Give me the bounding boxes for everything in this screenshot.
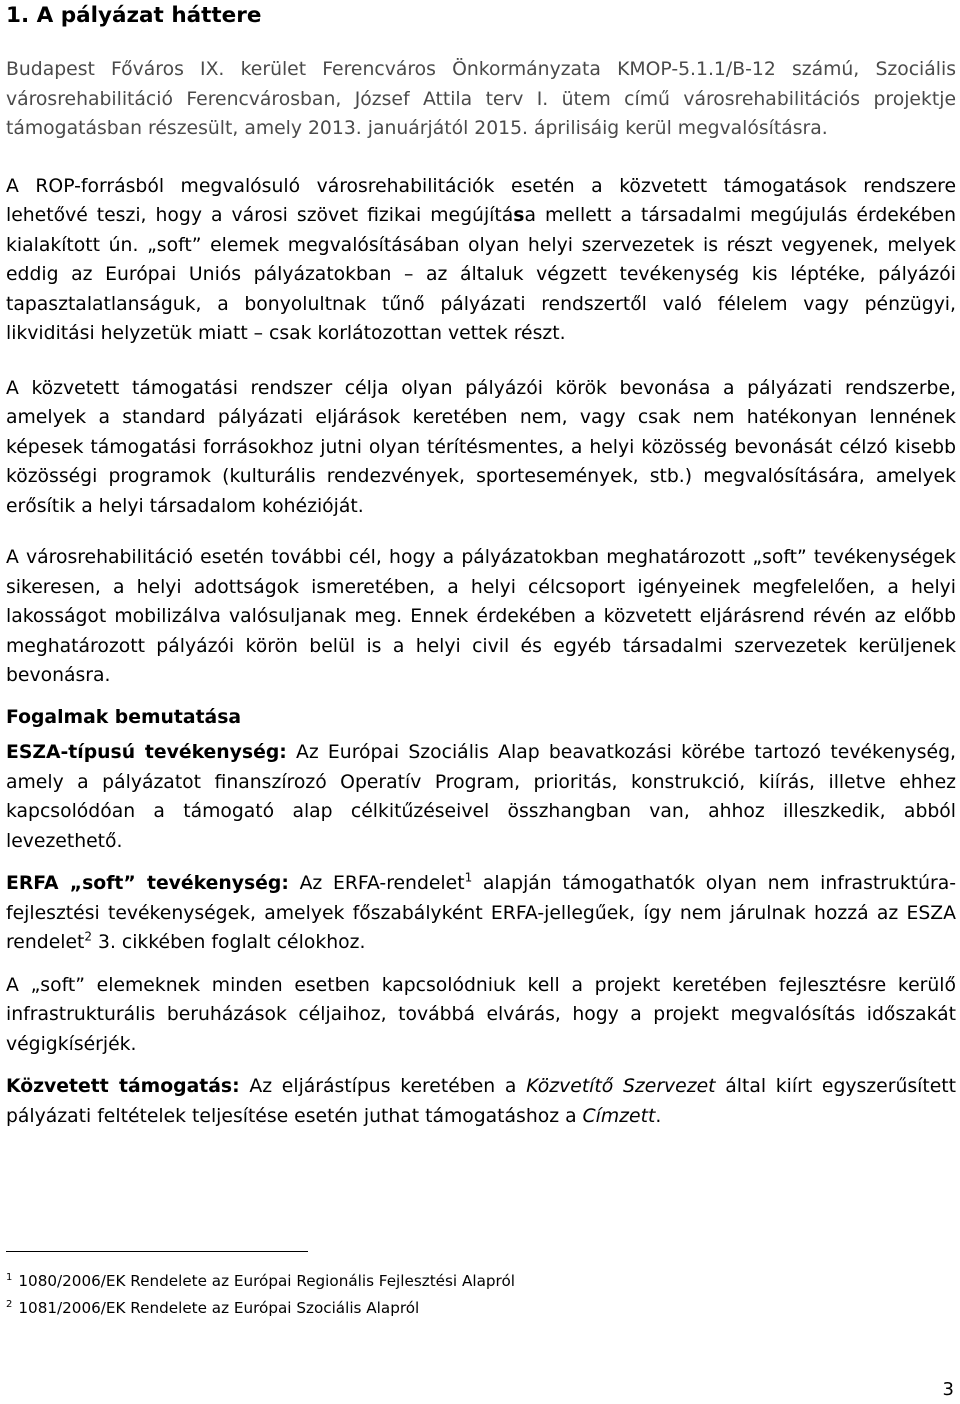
kozvetett-paragraph: A közvetett támogatási rendszer célja olyan pályázói körök bevonása a pályázati rendszerbe, amelyek a standard pályázati eljárások keretében nem, vagy csak nem hatékonyan lennének képesek támogatási forrásokhoz jutni olyan térítésmentes, a helyi közösség bevonását célzó kisebb közösségi programok (kulturális rendezvények, sportesemények, stb.) megvalósítására, amelyek erősítik a helyi társadalom kohézióját. xyxy=(6,377,956,517)
erfa-definition xyxy=(6,869,956,958)
kozv-text-a: Az eljárástípus keretében a xyxy=(239,1076,527,1097)
rop-text-end: a mellett a társadalmi megújulás érdekében kialakított ún. „soft” elemek megvalósításában olyan helyi szervezetek is részt vegyenek, melyek eddig az Európai Uniós pályázatokban – az általuk végzett tevékenység kis léptéke, pályázói tapasztalatlanságuk, a bonyolultnak tűnő pályázati rendszertől való félelem vagy pénzügyi, likviditási helyzetük miatt – csak korlátozottan vettek részt. xyxy=(6,205,956,344)
footnote-text: 1080/2006/EK Rendelete az Európai Regionális Fejlesztési Alapról xyxy=(18,1272,515,1290)
rop-text-start: A ROP-forrásból megvalósuló városrehabilitációk esetén a közvetett támogatások rendszere lehetővé teszi, hogy a városi szövet fizikai megújítá xyxy=(6,175,956,226)
document-page xyxy=(6,0,956,1131)
kozv-italic-cimzett: Címzett xyxy=(582,1105,656,1127)
erfa-text-a: Az ERFA-rendelet xyxy=(288,873,465,894)
kozv-text-c: . xyxy=(655,1105,662,1127)
footnote-2 xyxy=(6,1295,946,1322)
kozvetett-definition xyxy=(6,1072,956,1131)
erfa-term: ERFA „soft” tevékenység: xyxy=(6,873,289,894)
footnote-mark: 1 xyxy=(6,1271,13,1283)
erfa-text-b: alapján támogathatók olyan nem infrastruktúra-fejlesztési tevékenységek, amelyek főszabályként ERFA-jellegűek, így nem járulnak hozzá az ESZA rendelet xyxy=(6,873,956,953)
kozv-term: Közvetett támogatás: xyxy=(6,1076,240,1097)
footnote-ref-1[interactable]: 1 xyxy=(464,870,473,885)
footnote-mark: 2 xyxy=(6,1298,13,1310)
intro-paragraph: Budapest Főváros IX. kerület Ferencváros Önkormányzata KMOP-5.1.1/B-12 számú, Szociális városrehabilitáció Ferencvárosban, József Attila terv I. ütem című városrehabilitációs projektje támogatásban részesült, amely 2013. januárjától 2015. áprilisáig kerül megvalósításra. xyxy=(6,59,956,139)
rop-bold-letter: s xyxy=(513,205,525,226)
rop-paragraph xyxy=(6,172,956,349)
footnote-text: 1081/2006/EK Rendelete az Európai Szociális Alapról xyxy=(18,1299,420,1317)
section-heading: 1. A pályázat háttere xyxy=(6,3,262,28)
esza-text: Az Európai Szociális Alap beavatkozási körébe tartozó tevékenység, amely a pályázatot finanszírozó Operatív Program, prioritás, konstrukció, kiírás, illetve ehhez kapcsolódóan a támogató alap célkitűzéseivel összhangban van, ahhoz illeszkedik, abból levezethető. xyxy=(6,742,956,852)
kozv-italic-szervezet: Közvetítő Szervezet xyxy=(526,1076,716,1097)
footnote-separator xyxy=(6,1251,308,1252)
footnotes xyxy=(6,1268,946,1322)
soft-paragraph: A „soft” elemeknek minden esetben kapcsolódniuk kell a projekt keretében fejlesztésre kerülő infrastrukturális beruházások céljaihoz, továbbá elvárás, hogy a projekt megvalósítás időszakát végigkísérjék. xyxy=(6,974,956,1055)
esza-term: ESZA-típusú tevékenység: xyxy=(6,742,287,763)
concepts-heading: Fogalmak bemutatása xyxy=(6,706,242,728)
page-number: 3 xyxy=(942,1379,954,1400)
erfa-text-c: 3. cikkében foglalt célokhoz. xyxy=(92,932,366,953)
varosrehab-paragraph: A városrehabilitáció esetén további cél, hogy a pályázatokban meghatározott „soft” tevékenységek sikeresen, a helyi adottságok ismeretében, a helyi célcsoport igényeinek megfelelően, a helyi lakosságot mobilizálva valósuljanak meg. Ennek érdekében a közvetett eljárásrend révén az előbb meghatározott pályázói körön belül is a helyi civil és egyéb társadalmi szervezetek kerüljenek bevonásra. xyxy=(6,547,956,686)
esza-definition xyxy=(6,738,956,856)
footnote-1 xyxy=(6,1268,946,1295)
kozv-text-b: által kiírt egyszerűsített pályázati feltételek teljesítése esetén juthat támogatáshoz a xyxy=(6,1076,956,1127)
footnote-ref-2[interactable]: 2 xyxy=(84,929,93,944)
